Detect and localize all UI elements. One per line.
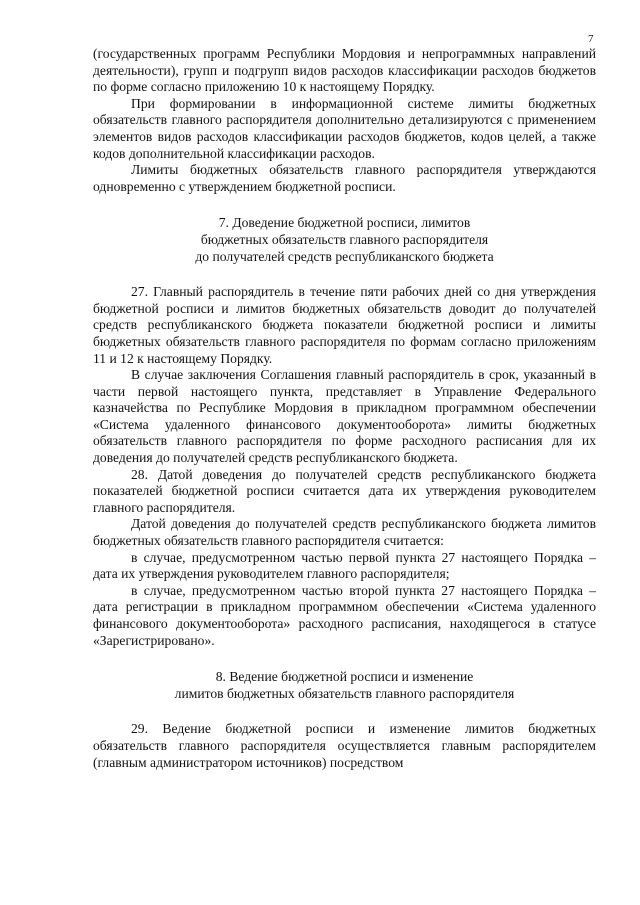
document-body: [93, 46, 596, 771]
page-number: 7: [588, 33, 594, 45]
section-heading-line: 7. Доведение бюджетной росписи, лимитов: [218, 215, 471, 231]
section-7-heading: [93, 215, 596, 265]
paragraph-item-28: 28. Датой доведения до получателей средств республиканского бюджета показателей бюджетной росписи считается дата их утверждения руководителем главного распорядителя.: [93, 466, 596, 515]
paragraph-case-part-two: в случае, предусмотренном частью второй пункта 27 настоящего Порядка – дата регистрации в прикладном программном обеспечении «Система удаленного финансового документооборота» расходного расписания, находящегося в статусе «Зарегистрировано».: [93, 582, 596, 648]
paragraph-limits-approval: Лимиты бюджетных обязательств главного распорядителя утверждаются одновременно с утверждением бюджетной росписи.: [93, 162, 596, 194]
paragraph-agreement-case: В случае заключения Соглашения главный распорядитель в срок, указанный в части первой настоящего пункта, представляет в Управление Федерального казначейства по Республике Мордовия в прикладном программном обеспечении «Система удаленного финансового документооборота» лимиты бюджетных обязательств главного распорядителя по форме расходного расписания для их доведения до получателей средств республиканского бюджета.: [93, 367, 596, 466]
paragraph-case-part-one: в случае, предусмотренном частью первой пункта 27 настоящего Порядка – дата их утверждения руководителем главного распорядителя;: [93, 549, 596, 582]
section-heading-line: бюджетных обязательств главного распорядителя: [200, 231, 489, 247]
section-heading-line: 8. Ведение бюджетной росписи и изменение: [215, 669, 474, 685]
section-8-heading: [93, 669, 596, 702]
paragraph-limits-detail: При формировании в информационной системе лимиты бюджетных обязательств главного распорядителя дополнительно детализируются с применением элементов видов расходов классификации расходов бюджетов, кодов целей, а также кодов дополнительной классификации расходов.: [93, 95, 596, 161]
section-heading-line: лимитов бюджетных обязательств главного распорядителя: [174, 685, 515, 701]
paragraph-item-27: 27. Главный распорядитель в течение пяти рабочих дней со дня утверждения бюджетной росписи и лимитов бюджетных обязательств доводит до получателей средств республиканского бюджета показатели бюджетной росписи и лимиты бюджетных обязательств главного распорядителя по формам согласно приложениям 11 и 12 к настоящему Порядку.: [93, 284, 596, 366]
paragraph-item-29: 29. Ведение бюджетной росписи и изменение лимитов бюджетных обязательств главного распорядителя осуществляется главным распорядителем (главным администратором источников) посредством: [93, 721, 596, 770]
paragraph-limits-date: Датой доведения до получателей средств республиканского бюджета лимитов бюджетных обязательств главного распорядителя считается:: [93, 516, 596, 549]
section-heading-line: до получателей средств республиканского бюджета: [195, 248, 494, 264]
paragraph-continuation: (государственных программ Республики Мордовия и непрограммных направлений деятельности), групп и подгрупп видов расходов классификации расходов бюджетов по форме согласно приложению 10 к настоящему Порядку.: [93, 46, 596, 95]
